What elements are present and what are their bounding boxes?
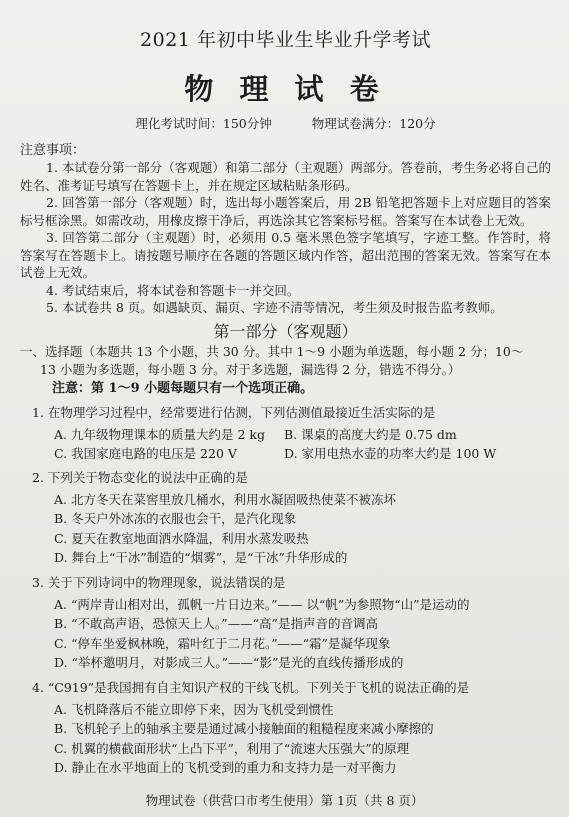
part-one-title: 第一部分（客观题） — [213, 321, 358, 341]
q4-option-a: A. 飞机降落后不能立即停下来，因为飞机受到惯性 — [54, 701, 334, 717]
exam-score: 物理试卷满分：120分 — [311, 116, 436, 131]
question-1-options — [54, 425, 551, 463]
q1-option-c: C. 我国家庭电路的电压是 220 V — [54, 445, 237, 461]
q1-option-a: A. 九年级物理课本的质量大约是 2 kg — [54, 426, 265, 442]
q3-option-b: B. “不敢高声语，恐惊天上人。”——“高”是指声音的音调高 — [54, 616, 378, 631]
question-4-options — [54, 700, 551, 778]
q2-option-b: B. 冬天户外冰冻的衣服也会干，是汽化现象 — [54, 511, 297, 526]
question-1-stem: 1. 在物理学习过程中，经常要进行估测，下列估测值最接近生活实际的是 — [32, 404, 436, 420]
exam-meta — [20, 116, 551, 132]
q1-option-d: D. 家用电热水壶的功率大约是 100 W — [284, 445, 497, 461]
q2-option-a: A. 北方冬天在菜窖里放几桶水，利用水凝固吸热使菜不被冻坏 — [54, 491, 396, 507]
document-title: 物 理 试 卷 — [184, 72, 387, 106]
q3-option-c: C. “停车坐爱枫林晚，霜叶红于二月花。”——“霜”是凝华现象 — [54, 635, 391, 651]
page-footer: 物理试卷（供营口市考生使用）第 1页（共 8 页） — [145, 793, 424, 808]
q3-option-d: D. “举杯邀明月，对影成三人。”——“影”是光的直线传播形成的 — [54, 655, 404, 670]
note-item-2: 2. 回答第一部分（客观题）时，选出每小题答案后，用 2B 铅笔把答题卡上对应题目的答案标号框涂黑。如需改动，用橡皮擦干净后，再选涂其它答案标号框。答案写在本试卷上无效。 — [20, 195, 551, 228]
section-instructions-line2: 13 小题为多选题，每小题 3 分。对于多选题，漏选得 2 分，错选不得分。） — [40, 361, 461, 377]
note-item-5: 5. 本试卷共 8 页。如遇缺页、漏页、字迹不清等情况，考生须及时报告监考教师。 — [46, 300, 503, 315]
note-item-3: 3. 回答第二部分（主观题）时，必须用 0.5 毫米黑色签字笔填写，字迹工整。作答时，将答案写在答题卡上。请按题号顺序在各题的答题区域内作答，超出范围的答案无效。答案写在本试卷上无效。 — [20, 230, 551, 280]
question-2-stem: 2. 下列关于物态变化的说法中正确的是 — [32, 469, 248, 485]
q4-option-c: C. 机翼的横截面形状“上凸下平”，利用了“流速大压强大”的原理 — [54, 740, 410, 756]
q3-option-a: A. “两岸青山相对出，孤帆一片日边来。”—— 以“帆”为参照物“山”是运动的 — [54, 596, 470, 612]
question-3-stem: 3. 关于下列诗词中的物理现象，说法错误的是 — [32, 574, 286, 590]
q2-option-c: C. 夏天在教室地面洒水降温，利用水蒸发吸热 — [54, 530, 309, 546]
exam-time: 理化考试时间：150分钟 — [135, 116, 272, 131]
exam-title: 2021 年初中毕业生毕业升学考试 — [140, 29, 431, 51]
question-4-stem: 4. “C919”是我国拥有自主知识产权的干线飞机。下列关于飞机的说法正确的是 — [32, 679, 470, 695]
single-choice-notice: 注意：第 1～9 小题每题只有一个选项正确。 — [52, 380, 314, 396]
note-item-4: 4. 考试结束后，将本试卷和答题卡一并交回。 — [46, 282, 300, 298]
question-2-options — [54, 490, 551, 568]
notes-heading: 注意事项： — [20, 143, 86, 158]
section-instructions-line1: 一、选择题（本题共 13 个小题，共 30 分。其中 1～9 小题为单选题，每小题 2 分；10～ — [20, 343, 524, 359]
q4-option-d: D. 静止在水平地面上的飞机受到的重力和支持力是一对平衡力 — [54, 760, 397, 775]
question-3-options — [54, 595, 551, 673]
q1-option-b: B. 课桌的高度大约是 0.75 dm — [284, 426, 457, 442]
q2-option-d: D. 舞台上“干冰”制造的“烟雾”，是“干冰”升华形成的 — [54, 550, 348, 565]
note-item-1: 1. 本试卷分第一部分（客观题）和第二部分（主观题）两部分。答卷前，考生务必将自己的姓名、准考证号填写在答题卡上，并在规定区域粘贴条形码。 — [20, 160, 551, 193]
q4-option-b: B. 飞机轮子上的轴承主要是通过减小接触面的粗糙程度来减小摩擦的 — [54, 721, 434, 736]
